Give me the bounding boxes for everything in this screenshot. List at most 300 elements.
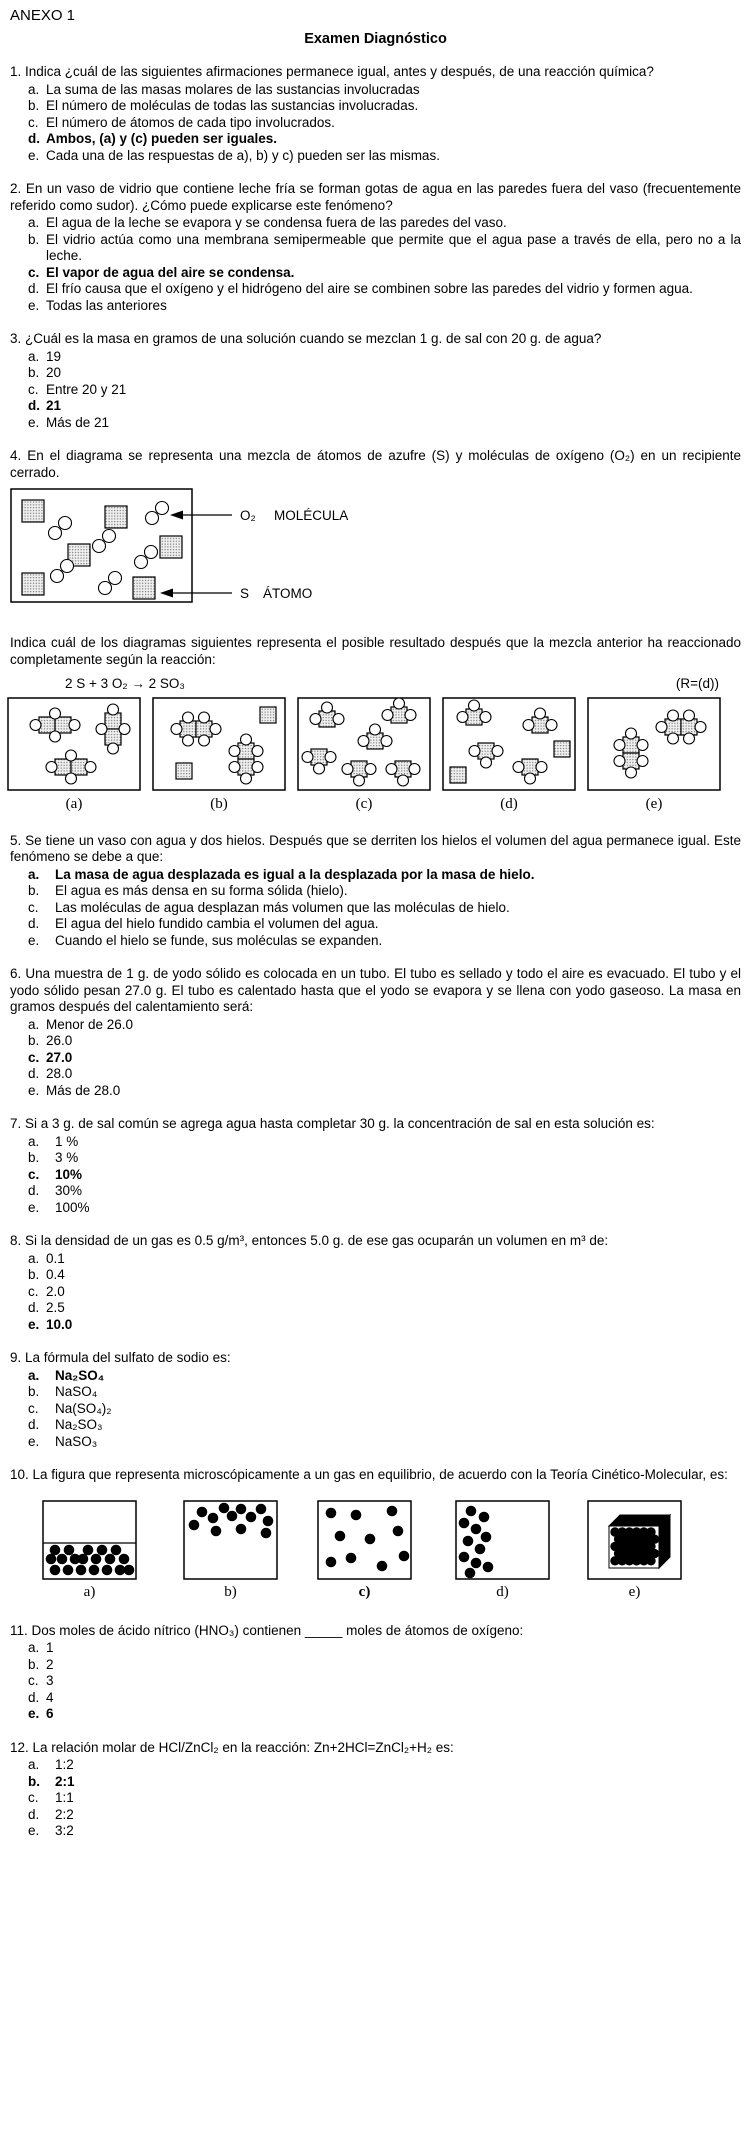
option-text: 26.0 <box>46 1033 73 1048</box>
question-text: 10. La figura que representa microscópicamente a un gas en equilibrio, de acuerdo con la Teoría Cinético-Molecular, es: <box>10 1467 728 1482</box>
option-text: 1 <box>46 1640 54 1655</box>
option-c <box>10 1167 741 1184</box>
option-d <box>10 916 741 933</box>
gas-particle-dot <box>119 1553 130 1564</box>
option-label: a. <box>28 1367 40 1383</box>
option-label: c. <box>28 1790 39 1805</box>
oxygen-atom-circle <box>210 723 221 734</box>
oxygen-atom-circle <box>99 582 112 595</box>
oxygen-atom-circle <box>492 745 503 756</box>
option-e <box>10 1200 741 1217</box>
gas-particle-dot <box>236 1523 247 1534</box>
option-text: 3 % <box>55 1150 79 1165</box>
oxygen-atom-circle <box>668 710 679 721</box>
option-label: a. <box>28 866 40 882</box>
oxygen-atom-circle <box>637 755 648 766</box>
question-1 <box>10 64 741 164</box>
gas-particle-dot <box>471 1557 482 1568</box>
sulfur-atom-square <box>105 506 127 528</box>
option-d <box>10 1300 741 1317</box>
option-text: Na₂SO₃ <box>55 1417 103 1432</box>
option-text: 21 <box>46 398 62 413</box>
option-label: d. <box>28 1689 40 1705</box>
mixture-diagram <box>10 487 741 609</box>
option-e <box>10 933 741 950</box>
oxygen-atom-circle <box>93 540 106 553</box>
gas-particle-dot <box>91 1553 102 1564</box>
option-b <box>10 883 741 900</box>
option-label: b. <box>28 231 40 247</box>
question-text: 7. Si a 3 g. de sal común se agrega agua hasta completar 30 g. la concentración de sal en esta solución es: <box>10 1116 655 1131</box>
oxygen-atom-circle <box>398 775 409 786</box>
gas-particle-dot <box>261 1527 272 1538</box>
oxygen-atom-circle <box>684 733 695 744</box>
gas-particle-dot <box>105 1553 116 1564</box>
gas-particle-dot <box>227 1510 238 1521</box>
legend-molecule-symbol: O₂ <box>240 508 256 523</box>
oxygen-atom-circle <box>66 773 77 784</box>
option-text: NaSO₄ <box>55 1384 98 1399</box>
gas-particle-dot <box>463 1535 474 1546</box>
option-label: c. <box>28 899 39 915</box>
oxygen-atom-circle <box>381 735 392 746</box>
option-text: 2:2 <box>55 1806 74 1822</box>
option-text: 20 <box>46 365 62 380</box>
option-text: 10.0 <box>46 1316 73 1332</box>
oxygen-atom-circle <box>145 546 158 559</box>
option-text: 19 <box>46 348 62 364</box>
options-list <box>10 1757 741 1840</box>
option-label: c. <box>28 1049 40 1065</box>
oxygen-atom-circle <box>241 773 252 784</box>
gas-particle-dot <box>63 1564 74 1575</box>
option-text: 2:1 <box>55 1773 75 1789</box>
option-text: La masa de agua desplazada es igual a la desplazada por la masa de hielo. <box>55 866 535 882</box>
gas-box-c <box>317 1500 412 1580</box>
option-a <box>10 1017 741 1034</box>
oxygen-atom-circle <box>626 767 637 778</box>
option-label: e. <box>28 297 40 313</box>
question-text: 6. Una muestra de 1 g. de yodo sólido es colocada en un tubo. El tubo es sellado y todo el aire es evacuado. El tubo y el yodo sólido pesan 27.0 g. El tubo es calentado hasta que el yodo se evapora y se llena con yodo gaseoso. La masa en gramos después del calentamiento será: <box>10 966 741 1014</box>
oxygen-atom-circle <box>199 735 210 746</box>
oxygen-atom-circle <box>183 712 194 723</box>
oxygen-atom-circle <box>199 712 210 723</box>
option-text: El vapor de agua del aire se condensa. <box>46 264 295 280</box>
gas-particle-dot <box>475 1543 486 1554</box>
gas-particle-dot <box>346 1552 357 1563</box>
oxygen-atom-circle <box>358 735 369 746</box>
option-a <box>10 1640 741 1657</box>
options-list <box>10 215 741 314</box>
option-label: b. <box>28 1656 40 1672</box>
gas-particle-dot <box>377 1560 388 1571</box>
choice-box-c <box>297 697 431 791</box>
option-label: c. <box>28 1283 39 1299</box>
option-e <box>10 1083 741 1100</box>
option-label: c. <box>28 264 40 280</box>
option-text: 27.0 <box>46 1049 73 1065</box>
option-e <box>10 1823 741 1840</box>
gas-particle-dot <box>111 1544 122 1555</box>
oxygen-atom-circle <box>229 745 240 756</box>
question-4-followup: Indica cuál de los diagramas siguientes representa el posible resultado después que la mezcla anterior ha reaccionado completamente según la reacción: <box>10 635 741 667</box>
option-c <box>10 1050 741 1067</box>
option-c <box>10 1284 741 1301</box>
question-6 <box>10 966 741 1099</box>
option-label: a. <box>28 1757 40 1772</box>
oxygen-atom-circle <box>386 763 397 774</box>
gas-particle-dot <box>393 1525 404 1536</box>
option-text: 2.5 <box>46 1300 65 1315</box>
option-c <box>10 900 741 917</box>
sulfur-atom-square <box>133 577 155 599</box>
option-label: b. <box>28 1150 40 1165</box>
oxygen-atom-circle <box>513 761 524 772</box>
choice-box-e <box>587 697 721 791</box>
option-label: d. <box>28 1417 40 1432</box>
annex-label: ANEXO 1 <box>10 7 76 24</box>
question-text: 12. La relación molar de HCl/ZnCl₂ en la reacción: Zn+2HCl=ZnCl₂+H₂ es: <box>10 1739 454 1755</box>
oxygen-atom-circle <box>50 708 61 719</box>
container-box <box>588 698 720 790</box>
option-b <box>10 1657 741 1674</box>
gas-particle-dot <box>124 1564 135 1575</box>
oxygen-atom-circle <box>156 502 169 515</box>
question-5 <box>10 833 741 950</box>
option-text: Las moléculas de agua desplazan más volumen que las moléculas de hielo. <box>55 899 510 915</box>
oxygen-atom-circle <box>546 719 557 730</box>
option-label: c. <box>28 1673 39 1688</box>
gas-particle-dot <box>189 1519 200 1530</box>
choice-label-d: (d) <box>500 795 518 812</box>
gas-particle-dot <box>246 1511 257 1522</box>
gas-particle-dot <box>646 1556 655 1565</box>
option-b <box>10 232 741 265</box>
gas-particle-dot <box>459 1517 470 1528</box>
gas-particle-dot <box>471 1523 482 1534</box>
option-d <box>10 1417 741 1434</box>
gas-label-b: b) <box>224 1583 237 1600</box>
oxygen-atom-circle <box>469 745 480 756</box>
gas-particle-dot <box>465 1567 476 1578</box>
oxygen-atom-circle <box>525 773 536 784</box>
oxygen-atom-circle <box>135 556 148 569</box>
oxygen-atom-circle <box>409 763 420 774</box>
question-text: 2. En un vaso de vidrio que contiene leche fría se forman gotas de agua en las paredes fuera del vaso (frecuentemente referido como sudor). ¿Cómo puede explicarse este fenómeno? <box>10 181 741 213</box>
option-label: b. <box>28 365 40 380</box>
option-text: La suma de las masas molares de las sustancias involucradas <box>46 81 420 97</box>
oxygen-atom-circle <box>325 751 336 762</box>
gas-particle-dot <box>466 1505 477 1516</box>
legend-atom-word: ÁTOMO <box>263 586 313 601</box>
gas-particle-dot <box>83 1544 94 1555</box>
option-label: b. <box>28 1267 40 1282</box>
question-text: 9. La fórmula del sulfato de sodio es: <box>10 1350 231 1365</box>
oxygen-atom-circle <box>523 719 534 730</box>
option-c <box>10 265 741 282</box>
answer-note: (R=(d)) <box>675 676 719 691</box>
option-label: a. <box>28 1016 40 1032</box>
oxygen-atom-circle <box>695 721 706 732</box>
oxygen-atom-circle <box>342 763 353 774</box>
oxygen-atom-circle <box>480 711 491 722</box>
reaction-equation: 2 S + 3 O₂ → 2 SO₃ <box>65 676 185 691</box>
sulfur-atom-square <box>160 536 182 558</box>
option-a <box>10 1757 741 1774</box>
choice-diagrams-row <box>10 697 741 793</box>
option-c <box>10 1790 741 1807</box>
sulfur-atom-square <box>260 707 276 723</box>
option-label: d. <box>28 1066 40 1081</box>
option-c <box>10 1673 741 1690</box>
oxygen-atom-circle <box>229 761 240 772</box>
options-list <box>10 82 741 165</box>
option-d <box>10 1690 741 1707</box>
exam-title: Examen Diagnóstico <box>304 30 447 47</box>
option-text: NaSO₃ <box>55 1433 98 1449</box>
option-text: 0.4 <box>46 1267 65 1282</box>
option-text: 30% <box>55 1183 83 1198</box>
sulfur-atom-square <box>554 741 570 757</box>
oxygen-atom-circle <box>656 721 667 732</box>
option-c <box>10 1401 741 1418</box>
oxygen-atom-circle <box>183 735 194 746</box>
option-text: El número de moléculas de todas las sustancias involucradas. <box>46 98 419 113</box>
oxygen-atom-circle <box>119 723 130 734</box>
option-a <box>10 215 741 232</box>
option-label: b. <box>28 1033 40 1048</box>
oxygen-atom-circle <box>536 761 547 772</box>
oxygen-atom-circle <box>626 728 637 739</box>
oxygen-atom-circle <box>30 719 41 730</box>
option-c <box>10 382 741 399</box>
option-label: b. <box>28 883 40 898</box>
option-label: a. <box>28 81 40 97</box>
oxygen-atom-circle <box>314 763 325 774</box>
option-c <box>10 115 741 132</box>
oxygen-atom-circle <box>365 763 376 774</box>
oxygen-atom-circle <box>370 724 381 735</box>
choice-label-b: (b) <box>210 795 228 812</box>
gas-particle-dot <box>102 1564 113 1575</box>
options-list <box>10 1640 741 1723</box>
oxygen-atom-circle <box>46 761 57 772</box>
option-label: d. <box>28 1300 40 1315</box>
option-b <box>10 1033 741 1050</box>
gas-label-c: c) <box>358 1583 371 1600</box>
gas-label-a: a) <box>83 1583 96 1600</box>
choice-label-c: (c) <box>355 795 373 812</box>
gas-particle-dot <box>459 1551 470 1562</box>
option-b <box>10 1267 741 1284</box>
oxygen-atom-circle <box>310 713 321 724</box>
option-label: d. <box>28 1806 40 1822</box>
options-list <box>10 1251 741 1334</box>
option-label: c. <box>28 1166 40 1182</box>
gas-particle-dot <box>326 1556 337 1567</box>
option-e <box>10 1317 741 1334</box>
option-d <box>10 1807 741 1824</box>
oxygen-atom-circle <box>252 761 263 772</box>
oxygen-atom-circle <box>457 711 468 722</box>
option-a <box>10 867 741 884</box>
gas-particle-dot <box>78 1553 89 1564</box>
sulfur-atom-square <box>176 763 192 779</box>
gas-particle-dot <box>64 1544 75 1555</box>
option-b <box>10 1384 741 1401</box>
choice-box-a <box>7 697 141 791</box>
oxygen-atom-circle <box>66 750 77 761</box>
options-list <box>10 1017 741 1100</box>
legend-atom-symbol: S <box>240 586 250 601</box>
option-a <box>10 1368 741 1385</box>
option-d <box>10 1066 741 1083</box>
oxygen-atom-circle <box>252 745 263 756</box>
gas-particle-dot <box>351 1509 362 1520</box>
gas-label-d: d) <box>496 1583 509 1600</box>
option-text: Más de 28.0 <box>46 1082 121 1098</box>
option-e <box>10 415 741 432</box>
gas-particle-dot <box>335 1530 346 1541</box>
oxygen-atom-circle <box>59 517 72 530</box>
oxygen-atom-circle <box>108 743 119 754</box>
gas-particle-dot <box>211 1525 222 1536</box>
option-label: a. <box>28 1133 40 1149</box>
gas-box-d <box>455 1500 550 1580</box>
option-label: c. <box>28 381 39 397</box>
question-8 <box>10 1233 741 1333</box>
option-label: e. <box>28 1823 40 1838</box>
question-11 <box>10 1623 741 1723</box>
oxygen-atom-circle <box>668 733 679 744</box>
option-text: Menor de 26.0 <box>46 1016 134 1032</box>
option-text: 2.0 <box>46 1283 65 1299</box>
sulfur-atom-square <box>450 767 466 783</box>
option-a <box>10 1134 741 1151</box>
oxygen-atom-circle <box>85 761 96 772</box>
oxygen-atom-circle <box>108 704 119 715</box>
sulfur-atom-square <box>22 500 44 522</box>
gas-particle-dot <box>481 1531 492 1542</box>
oxygen-atom-circle <box>382 709 393 720</box>
option-d <box>10 1183 741 1200</box>
gas-particle-dot <box>256 1503 267 1514</box>
oxygen-atom-circle <box>684 710 695 721</box>
option-text: 1:2 <box>55 1757 74 1772</box>
oxygen-atom-circle <box>333 713 344 724</box>
option-text: Más de 21 <box>46 414 110 430</box>
gas-labels-row <box>10 1584 741 1606</box>
option-text: Todas las anteriores <box>46 297 167 313</box>
choice-label-e: (e) <box>645 795 663 812</box>
gas-particle-dot <box>208 1512 219 1523</box>
gas-particle-dot <box>97 1544 108 1555</box>
gas-particle-dot <box>50 1564 61 1575</box>
option-text: 3:2 <box>55 1823 74 1838</box>
question-text: 4. En el diagrama se representa una mezcla de átomos de azufre (S) y moléculas de oxígeno (O₂) en un recipiente cerrado. <box>10 448 741 480</box>
options-list <box>10 867 741 950</box>
option-text: El agua de la leche se evapora y se condensa fuera de las paredes del vaso. <box>46 215 507 230</box>
question-text: 5. Se tiene un vaso con agua y dos hielos. Después que se derriten los hielos el volumen del agua permanece igual. Este fenómeno se debe a que: <box>10 832 741 864</box>
option-e <box>10 148 741 165</box>
option-text: 3 <box>46 1673 54 1688</box>
option-label: e. <box>28 1316 40 1332</box>
gas-particle-dot <box>263 1515 274 1526</box>
option-label: a. <box>28 1250 40 1266</box>
option-text: 100% <box>55 1199 90 1215</box>
question-7 <box>10 1116 741 1216</box>
oxygen-atom-circle <box>614 739 625 750</box>
gas-box-e <box>587 1500 682 1580</box>
option-text: El frío causa que el oxígeno y el hidrógeno del aire se combinen sobre las paredes del vidrio y formen agua. <box>46 281 693 296</box>
oxygen-atom-circle <box>241 734 252 745</box>
oxygen-atom-circle <box>405 709 416 720</box>
option-text: 2 <box>46 1656 54 1672</box>
gas-particle-dot <box>326 1507 337 1518</box>
reaction-equation-row <box>10 676 741 693</box>
gas-particle-dot <box>399 1550 410 1561</box>
option-label: b. <box>28 1384 40 1399</box>
option-b <box>10 1774 741 1791</box>
option-label: d. <box>28 398 40 413</box>
question-9 <box>10 1350 741 1450</box>
option-label: e. <box>28 1706 40 1721</box>
question-4 <box>10 448 741 816</box>
option-text: Ambos, (a) y (c) pueden ser iguales. <box>46 131 278 146</box>
gas-particle-dot <box>57 1553 68 1564</box>
option-text: 6 <box>46 1706 54 1721</box>
option-d <box>10 281 741 298</box>
oxygen-atom-circle <box>96 723 107 734</box>
question-text: 11. Dos moles de ácido nítrico (HNO₃) contienen _____ moles de átomos de oxígeno: <box>10 1622 524 1638</box>
oxygen-atom-circle <box>637 739 648 750</box>
option-text: 1:1 <box>55 1790 74 1805</box>
option-label: d. <box>28 916 40 931</box>
option-label: c. <box>28 114 39 130</box>
option-text: Cuando el hielo se funde, sus moléculas se expanden. <box>55 932 383 948</box>
option-text: El número de átomos de cada tipo involucrados. <box>46 114 335 130</box>
option-d <box>10 131 741 148</box>
oxygen-atom-circle <box>146 512 159 525</box>
option-label: e. <box>28 147 40 163</box>
oxygen-atom-circle <box>69 719 80 730</box>
option-text: 4 <box>46 1689 54 1705</box>
oxygen-atom-circle <box>469 700 480 711</box>
option-text: Cada una de las respuestas de a), b) y c) pueden ser las mismas. <box>46 147 440 163</box>
option-label: b. <box>28 98 40 113</box>
option-label: a. <box>28 215 40 230</box>
option-text: El agua del hielo fundido cambia el volumen del agua. <box>55 916 379 931</box>
gas-particle-dot <box>219 1502 230 1513</box>
gas-box-a <box>42 1500 137 1580</box>
option-text: Na₂SO₄ <box>55 1367 105 1383</box>
question-text: 8. Si la densidad de un gas es 0.5 g/m³, entonces 5.0 g. de ese gas ocuparán un volumen en m³ de: <box>10 1233 609 1248</box>
gas-particle-dot <box>197 1506 208 1517</box>
question-10 <box>10 1467 741 1606</box>
option-e <box>10 1706 741 1723</box>
question-2 <box>10 181 741 314</box>
gas-particle-dot <box>387 1505 398 1516</box>
gas-particle-dot <box>76 1564 87 1575</box>
question-text: 3. ¿Cuál es la masa en gramos de una solución cuando se mezclan 1 g. de sal con 20 g. de agua? <box>10 331 602 346</box>
gas-particle-dot <box>483 1561 494 1572</box>
option-label: d. <box>28 1183 40 1198</box>
oxygen-atom-circle <box>354 775 365 786</box>
sulfur-atom-square <box>22 573 44 595</box>
options-list <box>10 349 741 432</box>
option-text: Na(SO₄)₂ <box>55 1400 112 1416</box>
oxygen-atom-circle <box>61 560 74 573</box>
